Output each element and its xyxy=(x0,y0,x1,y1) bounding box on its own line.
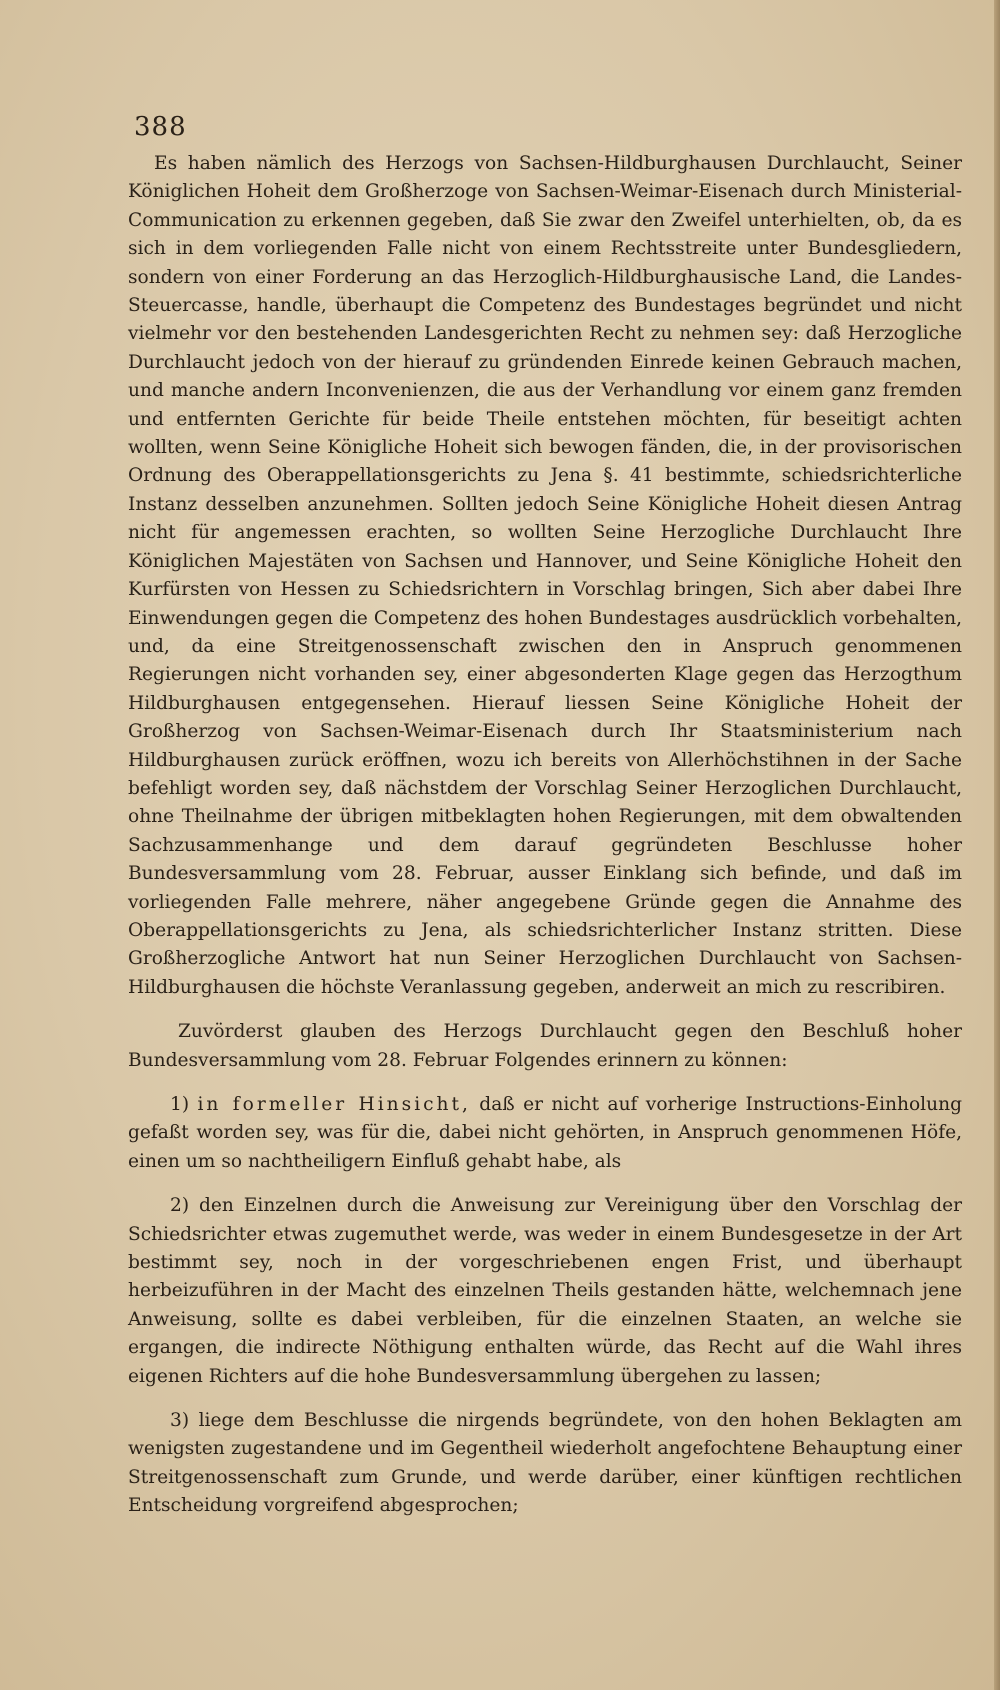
list-item-1-text: daß er nicht auf vorherige Instructions-Einholung gefaßt worden sey, was für die, dabei nicht gehörten, in Anspruch genommenen Höfe, einen um so nachtheiligern Einfluß gehabt habe, als xyxy=(128,1094,962,1172)
list-item-2: 2) den Einzelnen durch die Anweisung zur Vereinigung über den Vorschlag der Schiedsrichter etwas zugemuthet werde, was weder in einem Bundesgesetze in der Art bestimmt sey, noch in der vorgeschriebenen engen Frist, und überhaupt herbeizuführen in der Macht des einzelnen Theils gestanden hätte, welchemnach jene Anweisung, sollte es dabei verbleiben, für die einzelnen Staaten, an welche sie ergangen, die indirecte Nöthigung enthalten würde, das Recht auf die Wahl ihres eigenen Richters auf die hohe Bundesversammlung übergehen zu lassen; xyxy=(128,1195,962,1387)
page-edge-shadow xyxy=(994,0,1000,1690)
list-item-3: 3) liege dem Beschlusse die nirgends begründete, von den hohen Beklagten am wenigsten zugestandene und im Gegentheil wiederholt angefochtene Behauptung einer Streitgenossenschaft zum Grunde, und werde darüber, einer künftigen rechtlichen Entscheidung vorgreifend abgesprochen; xyxy=(128,1410,962,1517)
paragraph-lead: Zuvörderst glauben des Herzogs Durchlaucht gegen den Beschluß hoher Bundesversammlung vom 28. Februar Folgendes erinnern zu können: xyxy=(128,1021,962,1071)
list-item-1 xyxy=(128,1091,962,1176)
list-item-1-emphasis: in formeller Hinsicht, xyxy=(197,1094,471,1115)
body-text xyxy=(128,150,962,1521)
page-number: 388 xyxy=(134,112,187,142)
paragraph-main: Es haben nämlich des Herzogs von Sachsen-Hildburghausen Durchlaucht, Seiner Königlichen Hoheit dem Großherzoge von Sachsen-Weimar-Eisenach durch Ministerial-Communication zu erkennen gegeben, daß Sie zwar den Zweifel unterhielten, ob, da es sich in dem vorliegenden Falle nicht von einem Rechtsstreite unter Bundesgliedern, sondern von einer Forderung an das Herzoglich-Hildburghausische Land, die Landes-Steuercasse, handle, überhaupt die Competenz des Bundestages begründet und nicht vielmehr vor den bestehenden Landesgerichten Recht zu nehmen sey: daß Herzogliche Durchlaucht jedoch von der hierauf zu gründenden Einrede keinen Gebrauch machen, und manche andern Inconvenienzen, die aus der Verhandlung vor einem ganz fremden und entfernten Gerichte für beide Theile entstehen möchten, für beseitigt achten wollten, wenn Seine Königliche Hoheit sich bewogen fänden, die, in der provisorischen Ordnung des Oberappellationsgerichts zu Jena §. 41 bestimmte, schiedsrichterliche Instanz desselben anzunehmen. Sollten jedoch Seine Königliche Hoheit diesen Antrag nicht für angemessen erachten, so wollten Seine Herzogliche Durchlaucht Ihre Königlichen Majestäten von Sachsen und Hannover, und Seine Königliche Hoheit den Kurfürsten von Hessen zu Schiedsrichtern in Vorschlag bringen, Sich aber dabei Ihre Einwendungen gegen die Competenz des hohen Bundestages ausdrücklich vorbehalten, und, da eine Streitgenossenschaft zwischen den in Anspruch genommenen Regierungen nicht vorhanden sey, einer abgesonderten Klage gegen das Herzogthum Hildburghausen entgegensehen. Hierauf liessen Seine Königliche Hoheit der Großherzog von Sachsen-Weimar-Eisenach durch Ihr Staatsministerium nach Hildburghausen zurück eröffnen, wozu ich bereits von Allerhöchstihnen in der Sache befehligt worden sey, daß nächstdem der Vorschlag Seiner Herzoglichen Durchlaucht, ohne Theilnahme der übrigen mitbeklagten hohen Regierungen, mit dem obwaltenden Sachzusammenhange und dem darauf gegründeten Beschlusse hoher Bundesversammlung vom 28. Februar, ausser Einklang sich befinde, und daß im vorliegenden Falle mehrere, näher angegebene Gründe gegen die Annahme des Oberappellationsgerichts zu Jena, als schiedsrichterlicher Instanz stritten. Diese Großherzogliche Antwort hat nun Seiner Herzoglichen Durchlaucht von Sachsen-Hildburghausen die höchste Veranlassung gegeben, anderweit an mich zu rescribiren. xyxy=(128,153,962,998)
list-item-1-label: 1) xyxy=(170,1094,190,1115)
